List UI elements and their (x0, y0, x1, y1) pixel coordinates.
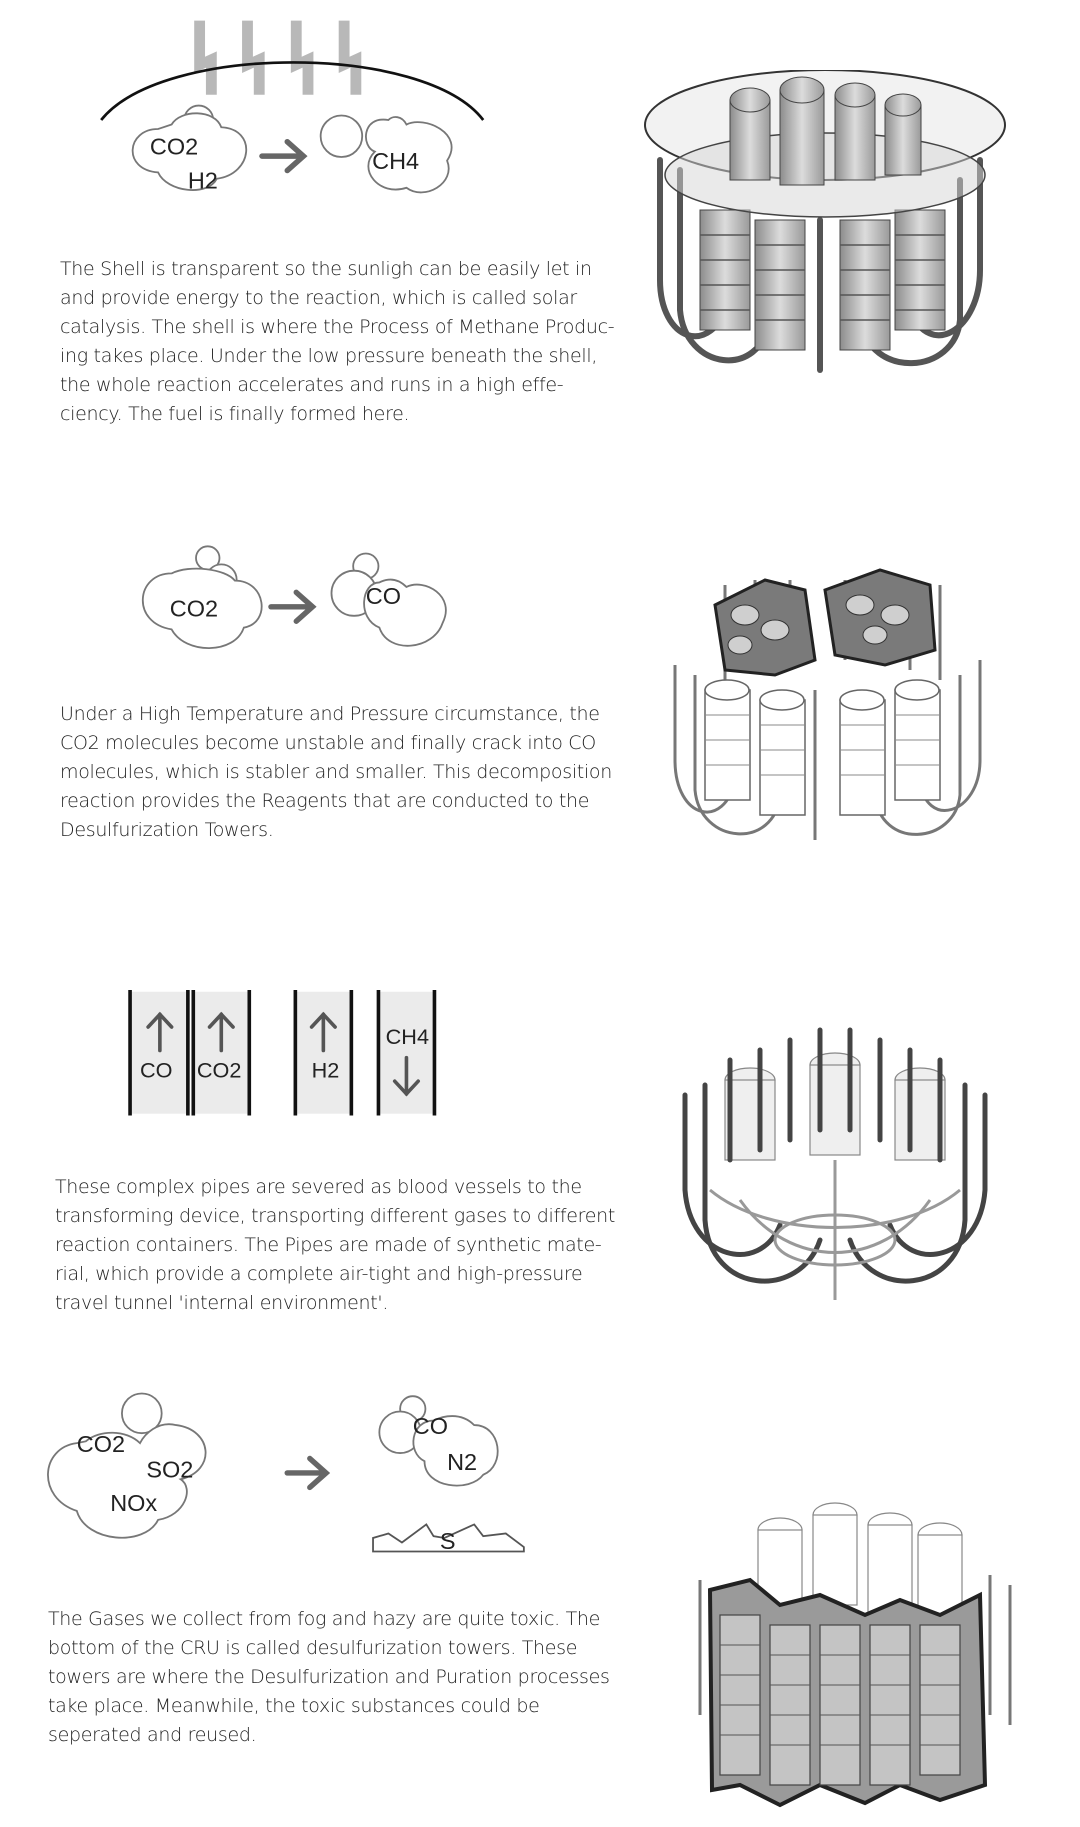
molecule-label-co2: CO2 (149, 133, 199, 160)
pipe-label-ch4: CH4 (385, 1024, 430, 1050)
desulfurization-description: The Gases we collect from fog and hazy are quite toxic. The bottom of the CRU is called desulfurization towers. These towers are where the Desulfurization and Puration processes take place. Meanwhile, the toxic substances could be seperated and reused. (48, 1608, 610, 1746)
pipe-label-h2: H2 (311, 1057, 340, 1083)
desulfurization-diagram (0, 1380, 560, 1565)
pipe-channels (130, 990, 434, 1116)
pipes-description: These complex pipes are severed as blood vessels to the transforming device, transporting different gases to different reaction containers. The Pipes are made of synthetic mate- rial, which provide a complete air-tight and high-pressure travel tunnel 'internal environment'. (55, 1176, 616, 1314)
decomposition-description: Under a High Temperature and Pressure circumstance, the CO2 molecules become unstable and finally crack into CO molecules, which is stabler and smaller. This decomposition reaction provides the Reagents that are conducted to the Desulfurization Towers. (60, 703, 612, 841)
pipes-render-image (670, 1010, 1000, 1310)
solid-label-s: S (439, 1527, 456, 1554)
pipes-diagram (0, 980, 560, 1130)
molecule-label-co: CO (365, 583, 402, 610)
molecule-label-co2: CO2 (76, 1431, 126, 1458)
molecule-label-nox: NOx (110, 1489, 158, 1516)
molecule-label-co: CO (412, 1413, 448, 1440)
molecule-cluster-right (379, 1396, 497, 1485)
reaction-arrow-icon (262, 142, 304, 171)
pipe-label-co2: CO2 (196, 1057, 242, 1083)
desulfurization-render-image (690, 1485, 1020, 1815)
shell-render-image (640, 70, 1010, 400)
molecule-label-co2: CO2 (169, 595, 219, 622)
reaction-arrow-icon (271, 592, 313, 621)
reaction-arrow-icon (287, 1459, 326, 1488)
pipe-label-co: CO (140, 1057, 173, 1083)
molecule-label-h2: H2 (187, 167, 218, 194)
shell-description: The Shell is transparent so the sunligh can be easily let in and provide energy to the reaction, which is called solar catalysis. The shell is where the Process of Methane Produc- ing takes place. Under the low pressure beneath the shell, the whole reaction accelerates and runs in a high effe- ciency. The fuel is finally formed here. (60, 258, 615, 425)
molecule-label-ch4: CH4 (372, 147, 420, 174)
sunlight-bolts-icon (194, 21, 361, 95)
solar-catalysis-diagram (0, 0, 560, 240)
molecule-label-so2: SO2 (146, 1456, 194, 1483)
decomposition-render-image (665, 560, 995, 850)
decomposition-diagram (0, 535, 560, 675)
molecule-label-n2: N2 (447, 1449, 478, 1476)
